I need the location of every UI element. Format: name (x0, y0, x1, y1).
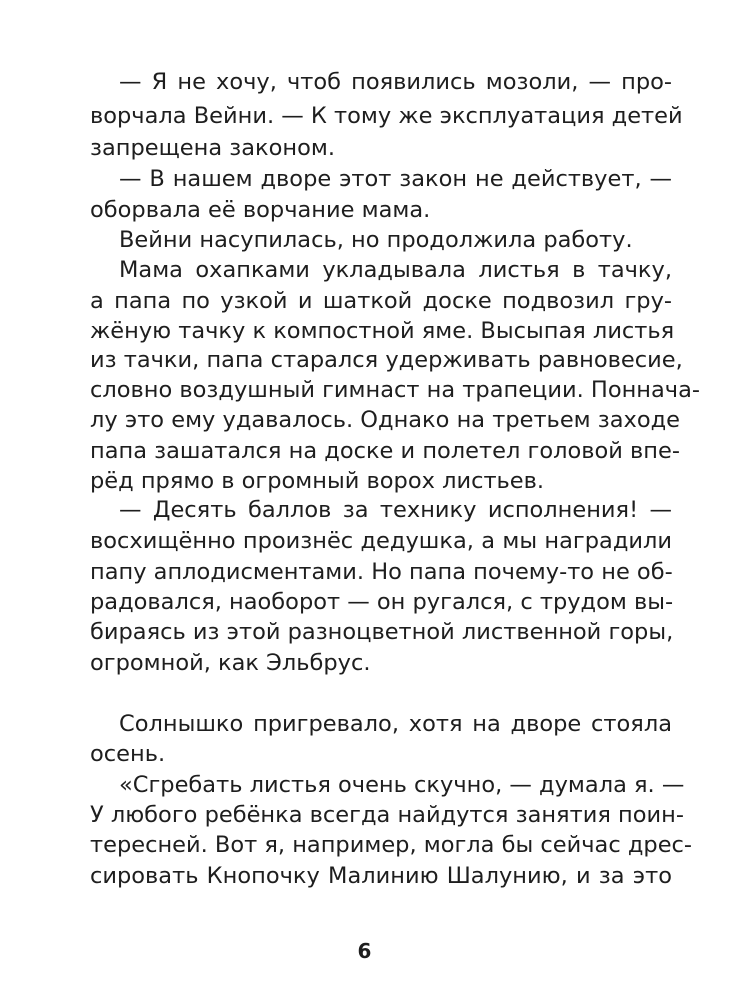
text-line: радовался, наоборот — он ругался, с трудом вы- (90, 589, 674, 615)
text-line: папу аплодисментами. Но папа почему-то не об- (90, 559, 673, 585)
text-line: восхищённо произнёс дедушка, а мы наградили (90, 528, 672, 554)
text-line: из тачки, папа старался удерживать равновесие, (90, 347, 683, 373)
text-line: оборвала её ворчание мама. (90, 197, 431, 223)
text-line: жёную тачку к компостной яме. Высыпая листья (90, 318, 675, 344)
text-line: — Я не хочу, чтоб появились мозоли, — про- (119, 69, 672, 95)
text-line: — Десять баллов за технику исполнения! — (119, 497, 672, 523)
text-line: Мама охапками укладывала листья в тачку, (119, 257, 672, 283)
text-line: лу это ему удавалось. Однако на третьем заходе (90, 407, 681, 433)
text-line: словно воздушный гимнаст на трапеции. Поннача- (90, 377, 700, 403)
text-line: запрещена законом. (90, 135, 335, 161)
text-line: тересней. Вот я, например, могла бы сейчас дрес- (90, 832, 693, 858)
text-line: бираясь из этой разноцветной лиственной горы, (90, 619, 674, 645)
page-number: 6 (357, 939, 372, 963)
text-line: сировать Кнопочку Малинию Шалунию, и за это (90, 863, 672, 889)
text-line: Солнышко пригревало, хотя на дворе стояла (119, 711, 672, 737)
text-line: осень. (90, 741, 166, 767)
text-line: рёд прямо в огромный ворох листьев. (90, 468, 545, 494)
text-line: — В нашем дворе этот закон не действует, — (119, 166, 672, 192)
text-line: У любого ребёнка всегда найдутся занятия поин- (90, 802, 684, 828)
text-line: огромной, как Эльбрус. (90, 650, 371, 676)
text-line: Вейни насупилась, но продолжила работу. (119, 227, 633, 253)
text-line: а папа по узкой и шаткой доске подвозил гру- (90, 288, 672, 314)
text-line: папа зашатался на доске и полетел головой впе- (90, 438, 680, 464)
text-line: ворчала Вейни. — К тому же эксплуатация детей (90, 103, 683, 129)
text-line: «Сгребать листья очень скучно, — думала я. — (119, 772, 685, 798)
